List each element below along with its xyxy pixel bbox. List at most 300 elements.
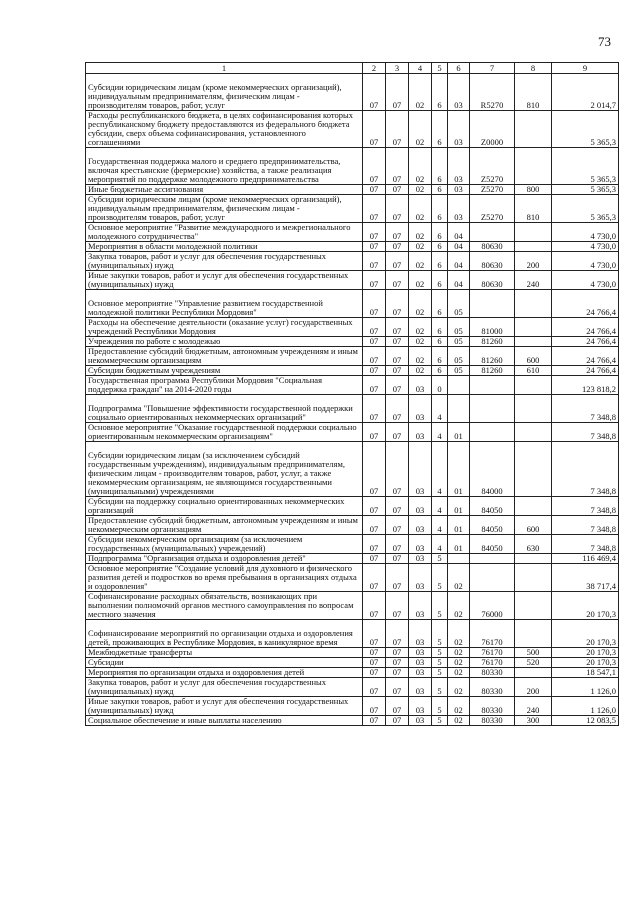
row-name: Софинансирование мероприятий по организации отдыха и оздоровления детей, проживающих в Республике Мордовия, в каникулярное время [86,620,363,648]
code-expense-type [515,395,552,423]
code-expense-type [515,668,552,678]
code-section: 07 [363,148,386,185]
code-subsection: 07 [386,658,409,668]
row-name: Предоставление субсидий бюджетным, автономным учреждениям и иным некоммерческим организациям [86,516,363,535]
table-row [86,668,619,678]
code-subsection: 07 [386,376,409,395]
code-direction: 81260 [470,366,515,376]
code-subsection: 07 [386,148,409,185]
code-subsection: 07 [386,366,409,376]
code-program: 02 [409,337,432,347]
row-name: Субсидии некоммерческим организациям (за исключением государственных (муниципальных) учреждений) [86,535,363,554]
code-subsection: 07 [386,337,409,347]
row-name: Субсидии [86,658,363,668]
row-amount: 7 348,8 [552,516,619,535]
code-measure: 04 [448,271,470,290]
code-program: 02 [409,252,432,271]
row-amount: 5 365,3 [552,148,619,185]
code-section: 07 [363,678,386,697]
code-subprogram: 6 [432,318,448,337]
code-program: 03 [409,564,432,592]
code-direction [470,223,515,242]
table-row [86,658,619,668]
code-subprogram: 5 [432,620,448,648]
code-subprogram: 6 [432,148,448,185]
code-measure: 01 [448,423,470,442]
code-measure: 03 [448,195,470,223]
row-amount: 7 348,8 [552,497,619,516]
row-amount: 4 730,0 [552,242,619,252]
code-measure: 03 [448,185,470,195]
row-name: Учреждения по работе с молодежью [86,337,363,347]
code-section: 07 [363,223,386,242]
code-section: 07 [363,376,386,395]
row-name: Основное мероприятие "Создание условий для духовного и физического развития детей и подростков во время пребывания в организациях отдыха и оздоровления" [86,564,363,592]
code-measure: 02 [448,592,470,620]
row-name: Субсидии бюджетным учреждениям [86,366,363,376]
table-row [86,678,619,697]
code-direction: 80330 [470,716,515,726]
code-direction: 84050 [470,516,515,535]
row-amount: 24 766,4 [552,318,619,337]
code-subprogram: 0 [432,376,448,395]
table-row [86,648,619,658]
page-number: 73 [598,34,611,49]
code-measure: 02 [448,564,470,592]
code-measure: 01 [448,497,470,516]
code-expense-type [515,111,552,148]
code-direction: R5270 [470,74,515,111]
code-program: 02 [409,347,432,366]
row-amount: 24 766,4 [552,366,619,376]
code-program: 02 [409,195,432,223]
row-amount: 1 126,0 [552,678,619,697]
table-row [86,195,619,223]
code-direction: 84000 [470,442,515,497]
code-measure: 05 [448,366,470,376]
code-subprogram: 4 [432,395,448,423]
code-direction: 80630 [470,271,515,290]
code-subsection: 07 [386,716,409,726]
code-measure: 03 [448,148,470,185]
code-direction: 84050 [470,497,515,516]
code-expense-type: 800 [515,185,552,195]
code-section: 07 [363,318,386,337]
code-section: 07 [363,290,386,318]
code-measure: 05 [448,290,470,318]
code-subsection: 07 [386,535,409,554]
code-section: 07 [363,497,386,516]
code-program: 03 [409,716,432,726]
code-direction: 76170 [470,648,515,658]
code-expense-type [515,376,552,395]
table-row [86,497,619,516]
code-section: 07 [363,592,386,620]
code-direction [470,376,515,395]
code-program: 03 [409,678,432,697]
code-subprogram: 6 [432,252,448,271]
table-row [86,516,619,535]
code-expense-type [515,554,552,564]
code-program: 02 [409,223,432,242]
row-name: Предоставление субсидий бюджетным, автономным учреждениям и иным некоммерческим организациям [86,347,363,366]
code-subsection: 07 [386,592,409,620]
code-program: 03 [409,658,432,668]
code-subsection: 07 [386,678,409,697]
code-direction: 80630 [470,242,515,252]
code-subprogram: 6 [432,337,448,347]
code-subprogram: 6 [432,195,448,223]
row-amount: 18 547,1 [552,668,619,678]
code-section: 07 [363,554,386,564]
code-section: 07 [363,620,386,648]
code-expense-type: 810 [515,195,552,223]
code-program: 03 [409,592,432,620]
code-expense-type: 200 [515,678,552,697]
code-expense-type [515,442,552,497]
code-subsection: 07 [386,697,409,716]
code-expense-type: 600 [515,516,552,535]
code-direction: 84050 [470,535,515,554]
code-subsection: 07 [386,347,409,366]
code-section: 07 [363,252,386,271]
table-row [86,185,619,195]
code-subsection: 07 [386,111,409,148]
code-measure: 03 [448,74,470,111]
code-program: 03 [409,620,432,648]
code-measure [448,376,470,395]
row-name: Основное мероприятие "Оказание государственной поддержки социально ориентированным некоммерческим организациям" [86,423,363,442]
header-cell: 1 [86,63,363,74]
code-program: 03 [409,648,432,658]
row-amount: 123 818,2 [552,376,619,395]
code-program: 02 [409,271,432,290]
code-section: 07 [363,242,386,252]
row-amount: 7 348,8 [552,395,619,423]
row-name: Мероприятия в области молодежной политики [86,242,363,252]
code-subsection: 07 [386,395,409,423]
code-measure: 02 [448,697,470,716]
code-subsection: 07 [386,252,409,271]
row-amount: 20 170,3 [552,648,619,658]
table-row [86,148,619,185]
code-program: 02 [409,148,432,185]
table-row [86,395,619,423]
row-amount: 4 730,0 [552,223,619,242]
table-row [86,423,619,442]
code-direction: Z5270 [470,148,515,185]
code-program: 03 [409,554,432,564]
row-name: Государственная поддержка малого и среднего предпринимательства, включая крестьянские (фермерские) хозяйства, а также реализация мероприятий по поддержке молодежного предпринимательства [86,148,363,185]
header-cell: 6 [448,63,470,74]
row-name: Софинансирование расходных обязательств, возникающих при выполнении полномочий органов местного самоуправления по вопросам местного значения [86,592,363,620]
row-name: Закупка товаров, работ и услуг для обеспечения государственных (муниципальных) нужд [86,678,363,697]
code-section: 07 [363,423,386,442]
code-expense-type: 200 [515,252,552,271]
row-name: Государственная программа Республики Мордовия "Социальная поддержка граждан" на 2014-2020 годы [86,376,363,395]
code-subsection: 07 [386,185,409,195]
code-expense-type [515,223,552,242]
row-name: Расходы республиканского бюджета, в целях софинансирования которых республиканскому бюджету предоставляются из федерального бюджета субсидии, сверх объема софинансирования, установленного соглашениями [86,111,363,148]
code-measure: 05 [448,337,470,347]
code-expense-type [515,620,552,648]
code-program: 03 [409,442,432,497]
code-subprogram: 6 [432,111,448,148]
row-amount: 38 717,4 [552,564,619,592]
code-expense-type [515,592,552,620]
code-subsection: 07 [386,442,409,497]
code-expense-type: 810 [515,74,552,111]
code-section: 07 [363,564,386,592]
code-measure: 05 [448,318,470,337]
code-section: 07 [363,716,386,726]
table-row [86,242,619,252]
code-measure [448,554,470,564]
code-expense-type [515,148,552,185]
code-measure: 03 [448,111,470,148]
row-name: Мероприятия по организации отдыха и оздоровления детей [86,668,363,678]
table-row [86,223,619,242]
code-expense-type: 300 [515,716,552,726]
code-measure: 02 [448,648,470,658]
code-expense-type: 600 [515,347,552,366]
code-section: 07 [363,347,386,366]
code-direction [470,290,515,318]
row-amount: 24 766,4 [552,347,619,366]
code-subsection: 07 [386,516,409,535]
code-expense-type [515,318,552,337]
row-name: Социальное обеспечение и иные выплаты населению [86,716,363,726]
code-program: 03 [409,497,432,516]
code-subprogram: 5 [432,716,448,726]
code-subsection: 07 [386,242,409,252]
code-measure: 01 [448,442,470,497]
code-subsection: 07 [386,620,409,648]
table-row [86,442,619,497]
code-expense-type [515,290,552,318]
table-row [86,74,619,111]
code-direction [470,423,515,442]
code-program: 02 [409,290,432,318]
header-cell: 8 [515,63,552,74]
code-subsection: 07 [386,195,409,223]
code-subprogram: 4 [432,442,448,497]
code-direction: Z5270 [470,195,515,223]
code-subsection: 07 [386,318,409,337]
code-direction: 81000 [470,318,515,337]
table-row [86,366,619,376]
code-measure: 02 [448,668,470,678]
code-subprogram: 5 [432,592,448,620]
row-name: Иные закупки товаров, работ и услуг для обеспечения государственных (муниципальных) нужд [86,271,363,290]
code-direction: 81260 [470,347,515,366]
row-amount: 5 365,3 [552,195,619,223]
code-direction: 81260 [470,337,515,347]
code-program: 03 [409,535,432,554]
table-row [86,252,619,271]
code-program: 03 [409,395,432,423]
row-name: Подпрограмма "Повышение эффективности государственной поддержки социально ориентированных некоммерческих организаций" [86,395,363,423]
code-measure: 02 [448,620,470,648]
table-row [86,347,619,366]
code-measure: 04 [448,242,470,252]
code-expense-type [515,337,552,347]
code-subprogram: 4 [432,516,448,535]
code-subsection: 07 [386,271,409,290]
row-amount: 4 730,0 [552,271,619,290]
code-measure: 04 [448,252,470,271]
code-section: 07 [363,658,386,668]
code-direction: 76170 [470,620,515,648]
header-cell: 9 [552,63,619,74]
table-row [86,564,619,592]
code-subprogram: 4 [432,497,448,516]
code-subsection: 07 [386,223,409,242]
code-direction: 80630 [470,252,515,271]
code-program: 03 [409,697,432,716]
code-program: 02 [409,185,432,195]
code-section: 07 [363,648,386,658]
table-row [86,376,619,395]
row-amount: 5 365,3 [552,185,619,195]
code-subprogram: 6 [432,185,448,195]
code-measure: 01 [448,516,470,535]
code-section: 07 [363,271,386,290]
code-subprogram: 5 [432,668,448,678]
code-program: 03 [409,423,432,442]
code-section: 07 [363,535,386,554]
code-subprogram: 6 [432,271,448,290]
table-row [86,271,619,290]
code-section: 07 [363,395,386,423]
table-row [86,290,619,318]
code-measure: 05 [448,347,470,366]
code-expense-type: 500 [515,648,552,658]
code-expense-type [515,497,552,516]
table-row [86,697,619,716]
code-direction [470,395,515,423]
code-expense-type: 240 [515,697,552,716]
header-cell: 5 [432,63,448,74]
code-expense-type: 630 [515,535,552,554]
row-amount: 5 365,3 [552,111,619,148]
code-program: 02 [409,366,432,376]
code-direction: 80330 [470,678,515,697]
code-subsection: 07 [386,554,409,564]
code-direction [470,554,515,564]
row-name: Субсидии юридическим лицам (кроме некоммерческих организаций), индивидуальным предпринимателям, физическим лицам - производителям товаров, работ, услуг [86,74,363,111]
row-name: Субсидии юридическим лицам (кроме некоммерческих организаций), индивидуальным предпринимателям, физическим лицам - производителям товаров, работ, услуг [86,195,363,223]
code-subsection: 07 [386,564,409,592]
code-measure: 04 [448,223,470,242]
table-row [86,620,619,648]
table-row [86,337,619,347]
code-expense-type: 610 [515,366,552,376]
code-measure: 02 [448,716,470,726]
row-amount: 7 348,8 [552,535,619,554]
table-header [86,63,619,74]
code-expense-type: 520 [515,658,552,668]
code-subsection: 07 [386,497,409,516]
code-measure [448,395,470,423]
table-row [86,716,619,726]
code-section: 07 [363,111,386,148]
row-name: Расходы на обеспечение деятельности (оказание услуг) государственных учреждений Республики Мордовия [86,318,363,337]
code-subprogram: 5 [432,554,448,564]
row-amount: 2 014,7 [552,74,619,111]
code-direction: Z0000 [470,111,515,148]
code-subsection: 07 [386,668,409,678]
code-measure: 02 [448,658,470,668]
code-direction: 80330 [470,697,515,716]
row-amount: 7 348,8 [552,423,619,442]
code-subprogram: 5 [432,658,448,668]
code-section: 07 [363,185,386,195]
code-subprogram: 4 [432,535,448,554]
header-cell: 7 [470,63,515,74]
row-name: Иные бюджетные ассигнования [86,185,363,195]
row-amount: 24 766,4 [552,290,619,318]
code-expense-type: 240 [515,271,552,290]
code-direction [470,564,515,592]
code-expense-type [515,423,552,442]
code-subsection: 07 [386,423,409,442]
code-measure: 01 [448,535,470,554]
row-name: Закупка товаров, работ и услуг для обеспечения государственных (муниципальных) нужд [86,252,363,271]
code-expense-type [515,564,552,592]
code-section: 07 [363,195,386,223]
code-subprogram: 6 [432,290,448,318]
code-section: 07 [363,442,386,497]
row-name: Субсидии на поддержку социально ориентированных некоммерческих организаций [86,497,363,516]
code-section: 07 [363,668,386,678]
code-program: 02 [409,111,432,148]
row-name: Иные закупки товаров, работ и услуг для обеспечения государственных (муниципальных) нужд [86,697,363,716]
row-amount: 116 469,4 [552,554,619,564]
header-cell: 3 [386,63,409,74]
row-amount: 20 170,3 [552,620,619,648]
row-amount: 4 730,0 [552,252,619,271]
row-amount: 7 348,8 [552,442,619,497]
row-name: Субсидии юридическим лицам (за исключением субсидий государственным учреждениям), индивидуальным предпринимателям, физическим лицам - производителям товаров, работ, услуг, а также некоммерческим организациям, не являющимся государственными (муниципальными) учреждениями [86,442,363,497]
header-cell: 4 [409,63,432,74]
table-row [86,535,619,554]
row-amount: 24 766,4 [552,337,619,347]
code-subprogram: 5 [432,564,448,592]
code-program: 02 [409,318,432,337]
code-subprogram: 4 [432,423,448,442]
code-direction: Z5270 [470,185,515,195]
code-subsection: 07 [386,74,409,111]
code-subprogram: 5 [432,697,448,716]
code-subprogram: 6 [432,74,448,111]
header-cell: 2 [363,63,386,74]
code-program: 02 [409,242,432,252]
row-name: Основное мероприятие "Развитие международного и межрегионального молодежного сотрудничества" [86,223,363,242]
code-measure: 02 [448,678,470,697]
code-program: 02 [409,74,432,111]
code-subsection: 07 [386,648,409,658]
code-subprogram: 6 [432,347,448,366]
code-section: 07 [363,516,386,535]
code-subsection: 07 [386,290,409,318]
code-direction: 80330 [470,668,515,678]
code-program: 03 [409,376,432,395]
code-subprogram: 5 [432,678,448,697]
table-row [86,554,619,564]
row-amount: 1 126,0 [552,697,619,716]
code-section: 07 [363,366,386,376]
